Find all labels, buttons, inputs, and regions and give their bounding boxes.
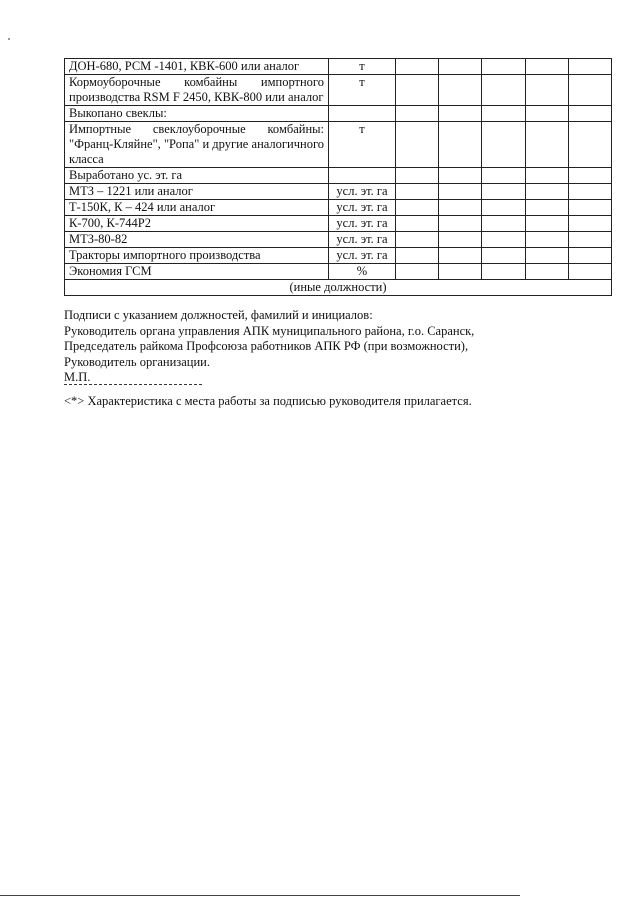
row-value-cell [482, 216, 525, 232]
row-value-cell [568, 248, 611, 264]
row-value-cell [439, 106, 482, 122]
row-value-cell [525, 232, 568, 248]
row-value-cell [482, 232, 525, 248]
scan-artifact-dot [8, 38, 10, 40]
row-value-cell [568, 106, 611, 122]
row-value-cell [395, 248, 438, 264]
row-value-cell [525, 264, 568, 280]
table-row [65, 200, 612, 216]
row-unit-cell: т [329, 75, 396, 106]
row-name-cell: Импортные свеклоуборочные комбайны: "Франц-Кляйне", "Ропа" и другие аналогичного класса [65, 122, 329, 168]
row-value-cell [439, 168, 482, 184]
row-value-cell [439, 232, 482, 248]
row-name-cell: К-700, К-744Р2 [65, 216, 329, 232]
row-unit-cell: % [329, 264, 396, 280]
table-row [65, 106, 612, 122]
row-value-cell [568, 264, 611, 280]
row-value-cell [439, 122, 482, 168]
table-row [65, 248, 612, 264]
row-value-cell [439, 59, 482, 75]
results-table [64, 58, 612, 296]
table-row [65, 122, 612, 168]
row-unit-cell: т [329, 122, 396, 168]
row-value-cell [568, 168, 611, 184]
row-value-cell [482, 122, 525, 168]
row-name-cell: Выработано ус. эт. га [65, 168, 329, 184]
row-value-cell [439, 248, 482, 264]
row-value-cell [395, 59, 438, 75]
footnote: <*> Характеристика с места работы за подписью руководителя прилагается. [64, 394, 472, 408]
row-value-cell [439, 216, 482, 232]
row-unit-cell: усл. эт. га [329, 216, 396, 232]
row-value-cell [482, 264, 525, 280]
footnote-separator [64, 384, 202, 385]
results-table-body [65, 59, 612, 296]
row-value-cell [395, 75, 438, 106]
row-name-cell: Кормоуборочные комбайны импортного производства RSM F 2450, КВК-800 или аналог [65, 75, 329, 106]
row-value-cell [482, 59, 525, 75]
stamp-place: М.П. [64, 370, 91, 384]
table-row [65, 184, 612, 200]
row-unit-cell: усл. эт. га [329, 184, 396, 200]
row-value-cell [395, 168, 438, 184]
other-positions-cell: (иные должности) [65, 280, 612, 296]
row-value-cell [568, 59, 611, 75]
row-unit-cell: усл. эт. га [329, 200, 396, 216]
table-row [65, 264, 612, 280]
row-value-cell [568, 122, 611, 168]
row-value-cell [568, 75, 611, 106]
signature-line-apk-head: Руководитель органа управления АПК муниципального района, г.о. Саранск, [64, 323, 475, 338]
signatures-block [64, 308, 474, 386]
row-value-cell [568, 184, 611, 200]
row-unit-cell: усл. эт. га [329, 248, 396, 264]
row-value-cell [525, 216, 568, 232]
row-value-cell [525, 59, 568, 75]
row-value-cell [395, 122, 438, 168]
row-value-cell [439, 184, 482, 200]
row-value-cell [482, 75, 525, 106]
row-value-cell [482, 200, 525, 216]
table-row [65, 75, 612, 106]
table-row [65, 59, 612, 75]
row-name-cell: ДОН-680, РСМ -1401, КВК-600 или аналог [65, 59, 329, 75]
row-value-cell [482, 106, 525, 122]
row-value-cell [568, 200, 611, 216]
row-value-cell [568, 216, 611, 232]
row-value-cell [525, 200, 568, 216]
table-footer-row [65, 280, 612, 296]
row-value-cell [568, 232, 611, 248]
row-unit-cell: усл. эт. га [329, 232, 396, 248]
row-value-cell [525, 106, 568, 122]
row-name-cell: МТЗ – 1221 или аналог [65, 184, 329, 200]
row-unit-cell [329, 168, 396, 184]
row-value-cell [439, 264, 482, 280]
row-value-cell [395, 200, 438, 216]
row-name-cell: Выкопано свеклы: [65, 106, 329, 122]
signatures-heading: Подписи с указанием должностей, фамилий и инициалов: [64, 308, 373, 322]
table-row [65, 216, 612, 232]
row-value-cell [482, 168, 525, 184]
row-value-cell [395, 232, 438, 248]
row-name-cell: Экономия ГСМ [65, 264, 329, 280]
row-value-cell [439, 75, 482, 106]
row-value-cell [525, 122, 568, 168]
row-name-cell: Т-150К, К – 424 или аналог [65, 200, 329, 216]
row-name-cell: МТЗ-80-82 [65, 232, 329, 248]
row-value-cell [395, 184, 438, 200]
signature-line-union-chair: Председатель райкома Профсоюза работников АПК РФ (при возможности), [64, 339, 469, 353]
row-value-cell [482, 248, 525, 264]
row-name-cell: Тракторы импортного производства [65, 248, 329, 264]
row-value-cell [395, 264, 438, 280]
page-bottom-line [0, 895, 520, 896]
row-value-cell [525, 248, 568, 264]
row-value-cell [525, 184, 568, 200]
table-row [65, 232, 612, 248]
row-value-cell [525, 75, 568, 106]
row-value-cell [395, 216, 438, 232]
row-value-cell [439, 200, 482, 216]
row-unit-cell: т [329, 59, 396, 75]
row-value-cell [525, 168, 568, 184]
row-unit-cell [329, 106, 396, 122]
row-value-cell [482, 184, 525, 200]
table-row [65, 168, 612, 184]
row-value-cell [395, 106, 438, 122]
signature-line-org-head: Руководитель организации. [64, 354, 210, 369]
